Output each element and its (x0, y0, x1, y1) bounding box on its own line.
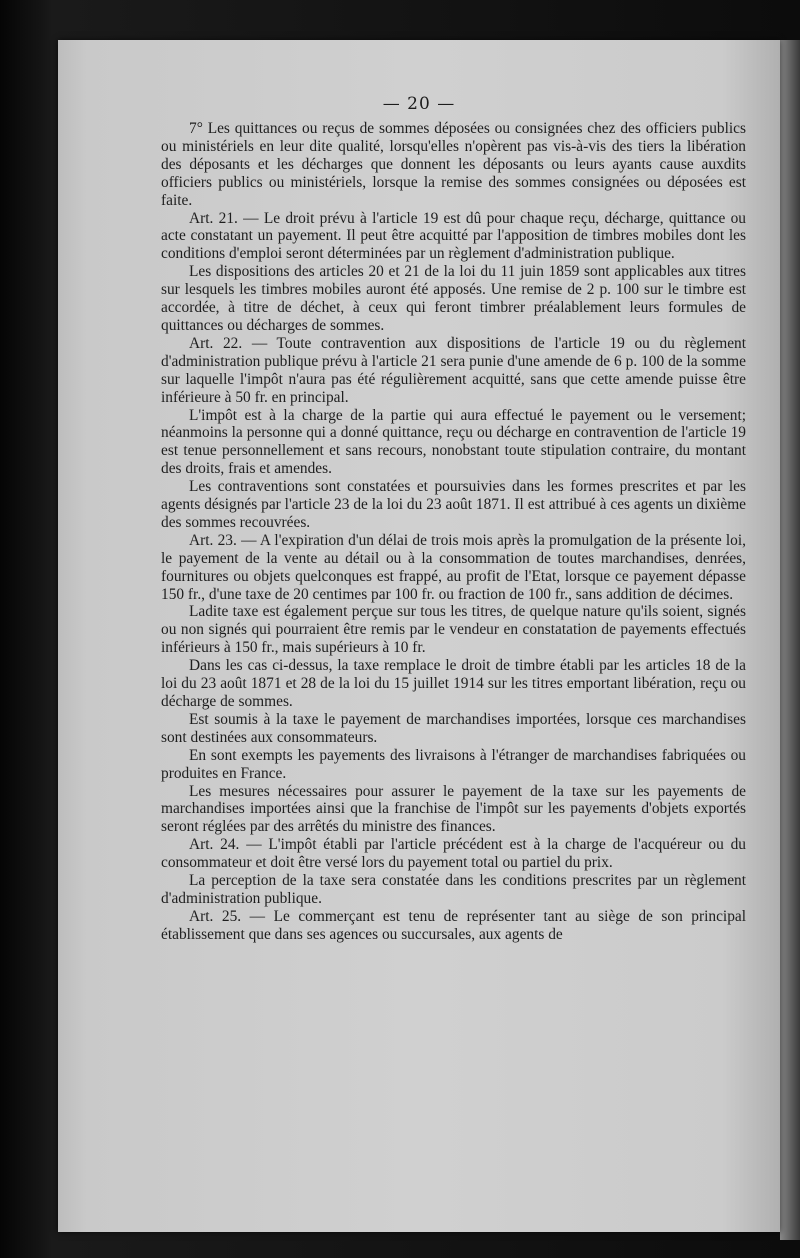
paragraph: Les dispositions des articles 20 et 21 de la loi du 11 juin 1859 sont applicables aux titres sur lesquels les timbres mobiles auront été apposés. Une remise de 2 p. 100 sur le timbre est accordée, à titre de déchet, à ceux qui feront timbrer préalablement leurs formules de quittances ou décharges de sommes. (161, 263, 746, 334)
paragraph: Est soumis à la taxe le payement de marchandises importées, lorsque ces marchandises sont destinées aux consommateurs. (161, 710, 746, 746)
paragraph: Les mesures nécessaires pour assurer le payement de la taxe sur les payements de marchandises importées ainsi que la franchise de l'impôt sur les payements d'objets exportés seront réglées par des arrêtés du ministre des finances. (161, 782, 746, 836)
paragraph: Les contraventions sont constatées et poursuivies dans les formes prescrites et par les agents désignés par l'article 23 de la loi du 23 août 1871. Il est attribué à ces agents un dixième des sommes recouvrées. (161, 478, 746, 531)
paragraph: La perception de la taxe sera constatée dans les conditions prescrites par un règlement d'administration publique. (161, 872, 746, 907)
paragraph: Art. 21. — Le droit prévu à l'article 19 est dû pour chaque reçu, décharge, quittance ou acte constatant un payement. Il peut être acquitté par l'apposition de timbres mobiles dont les conditions d'emploi seront déterminées par un règlement d'administration publique. (161, 209, 746, 263)
page-number: — 20 — (382, 94, 456, 114)
paragraph: En sont exempts les payements des livraisons à l'étranger de marchandises fabriquées ou produites en France. (161, 746, 746, 782)
body-text (161, 120, 746, 944)
document-page (58, 40, 780, 1232)
paragraph: Art. 22. — Toute contravention aux dispositions de l'article 19 ou du règlement d'administration publique prévu à l'article 21 sera punie d'une amende de 6 p. 100 de la somme sur laquelle l'impôt n'aura pas été régulièrement acquitté, sans que cette amende puisse être inférieure à 50 fr. en principal. (161, 334, 746, 406)
paragraph: Art. 24. — L'impôt établi par l'article précédent est à la charge de l'acquéreur ou du consommateur et doit être versé lors du payement total ou partiel du prix. (161, 836, 746, 872)
next-page-edge (780, 40, 800, 1240)
paragraph: 7° Les quittances ou reçus de sommes déposées ou consignées chez des officiers publics ou ministériels en leur dite qualité, lorsqu'elles n'opèrent pas vis-à-vis des tiers la libération des déposants et les décharges que donnent les déposants ou leurs ayants cause auxdits officiers publics ou ministériels, lorsque la remise des sommes consignées ou déposées est faite. (161, 120, 746, 209)
paragraph: Dans les cas ci-dessus, la taxe remplace le droit de timbre établi par les articles 18 de la loi du 23 août 1871 et 28 de la loi du 15 juillet 1914 sur les titres emportant libération, reçu ou décharge de sommes. (161, 657, 746, 710)
paragraph: Art. 25. — Le commerçant est tenu de représenter tant au siège de son principal établissement que dans ses agences ou succursales, aux agents de (161, 907, 746, 943)
paragraph: Ladite taxe est également perçue sur tous les titres, de quelque nature qu'ils soient, signés ou non signés qui pourraient être remis par le vendeur en constatation de payements effectués inférieurs à 150 fr., mais supérieurs à 10 fr. (161, 603, 746, 657)
paragraph: Art. 23. — A l'expiration d'un délai de trois mois après la promulgation de la présente loi, le payement de la vente au détail ou à la consommation de toutes marchandises, denrées, fournitures ou objets quelconques est frappé, au profit de l'Etat, lorsque ce payement dépasse 150 fr., d'une taxe de 20 centimes par 100 fr. ou fraction de 100 fr., sans addition de décimes. (161, 531, 746, 603)
paragraph: L'impôt est à la charge de la partie qui aura effectué le payement ou le versement; néanmoins la personne qui a donné quittance, reçu ou décharge en contravention de l'article 19 est tenue personnellement et sans recours, nonobstant toute stipulation contraire, du montant des droits, frais et amendes. (161, 406, 746, 478)
